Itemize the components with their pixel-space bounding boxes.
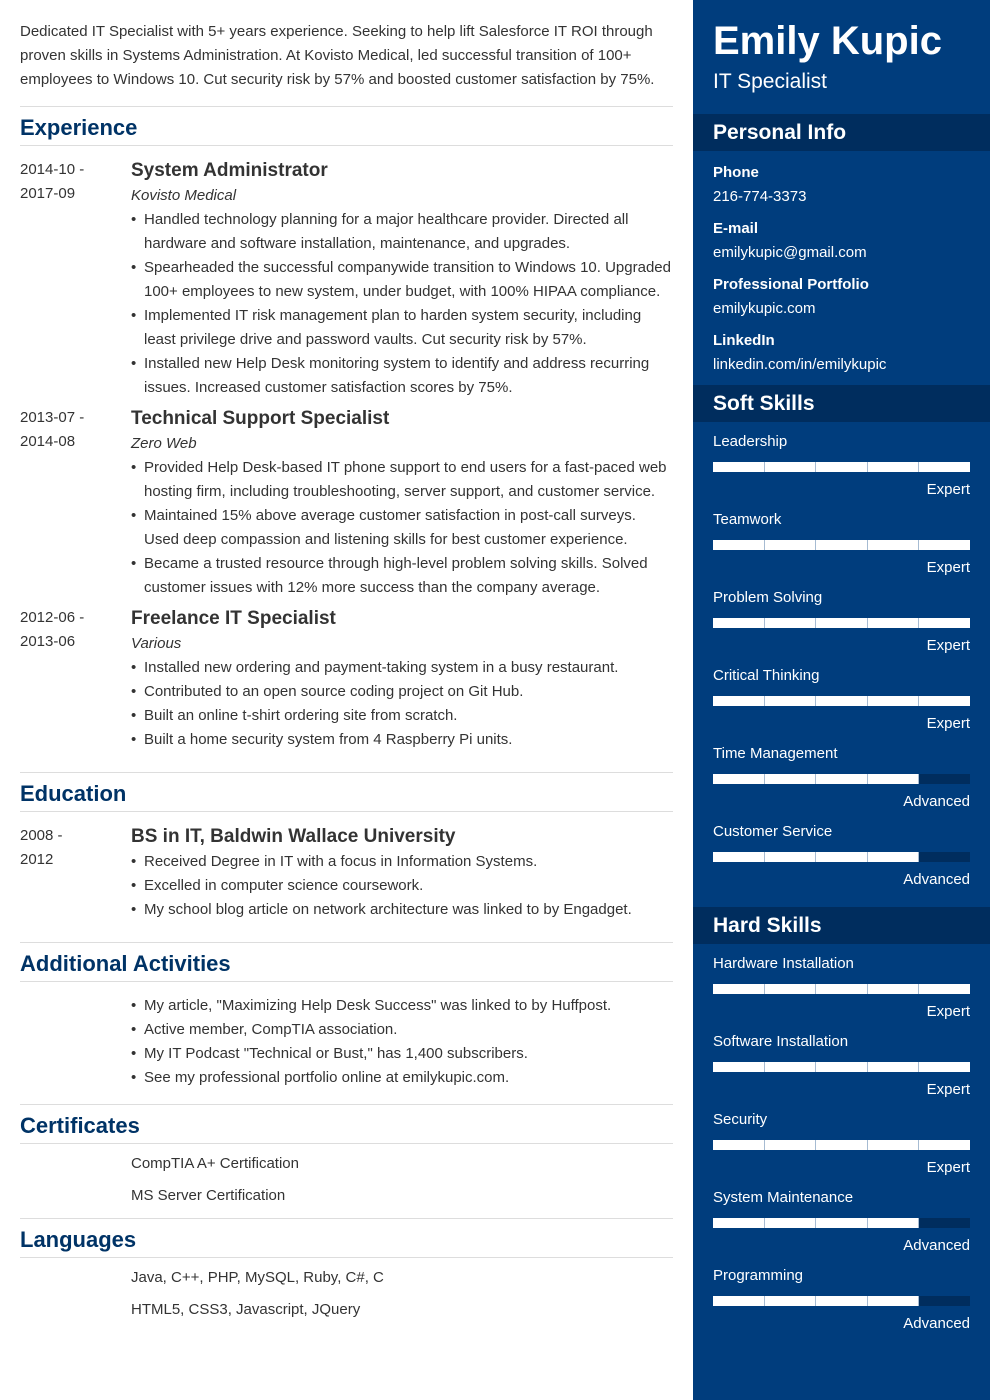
bullet: • Contributed to an open source coding project on Git Hub. [131,680,673,704]
job-dates [20,606,131,752]
skill-bar-segment [868,462,920,472]
skill-bar-segment [868,540,920,550]
skill-name: Software Installation [713,1033,849,1050]
candidate-role: IT Specialist [713,70,827,93]
skill-item [693,1022,990,1100]
skill-name: Leadership [713,433,788,450]
skill-bar-segment [765,540,817,550]
bullet: • Built an online t-shirt ordering site from scratch. [131,704,673,728]
skill-item [693,944,990,1022]
company: Various [131,635,182,652]
skill-bar-segment [919,1062,970,1072]
skill-level: Advanced [903,793,970,810]
skill-item [693,500,990,578]
language-item: Java, C++, PHP, MySQL, Ruby, C#, C [131,1269,384,1286]
skill-bar-segment [919,984,970,994]
bullet: • Installed new ordering and payment-taking system in a busy restaurant. [131,656,673,680]
skill-bar-segment [816,774,868,784]
skill-level: Expert [926,1081,970,1098]
date-start: 2014-10 - [20,161,85,178]
skill-level: Expert [926,637,970,654]
experience-section [20,109,673,773]
education-dates [20,824,131,922]
job-title: System Administrator [131,160,328,181]
personal-info [693,151,990,377]
language-item: HTML5, CSS3, Javascript, JQuery [131,1301,361,1318]
certificate-item: MS Server Certification [131,1187,286,1204]
languages-list [131,1262,673,1326]
skill-item [693,656,990,734]
job-entry [20,606,673,752]
soft-skills-list [693,422,990,890]
skill-name: Customer Service [713,823,833,840]
skill-name: System Maintenance [713,1189,854,1206]
skill-level: Advanced [903,871,970,888]
date-start: 2012-06 - [20,609,85,626]
skill-bar-segment [919,1218,970,1228]
skill-bar-segment [919,852,970,862]
skill-bar-segment [713,1140,765,1150]
skill-bar-segment [816,984,868,994]
skill-bar [713,1296,970,1306]
skill-name: Programming [713,1267,804,1284]
hard-skills-list [693,944,990,1334]
skill-bar-segment [713,852,765,862]
skill-bar-segment [816,462,868,472]
portfolio-value[interactable]: emilykupic.com [713,300,816,317]
bullet: • Spearheaded the successful companywide transition to Windows 10. Upgraded 100+ employees to new system, under budget, with 100% HIPAA compliance. [131,256,673,304]
bullet: • Excelled in computer science coursework. [131,874,673,898]
skill-bar-segment [919,462,970,472]
skill-level: Advanced [903,1315,970,1332]
skill-bar-segment [868,774,920,784]
skill-level: Expert [926,715,970,732]
skill-bar-segment [713,462,765,472]
certificates-section [20,1107,673,1219]
date-end: 2012 [20,851,54,868]
hard-skills-heading: Hard Skills [693,907,990,944]
skill-bar-segment [868,1062,920,1072]
skill-bar [713,774,970,784]
skill-bar-segment [868,618,920,628]
job-bullets [131,456,673,600]
sidebar [693,0,990,1400]
portfolio-label: Professional Portfolio [713,276,869,293]
skill-level: Expert [926,559,970,576]
skill-bar-segment [816,618,868,628]
skill-name: Security [713,1111,768,1128]
skill-name: Problem Solving [713,589,823,606]
degree: BS in IT, Baldwin Wallace University [131,826,456,847]
skill-name: Time Management [713,745,838,762]
skill-bar-segment [765,774,817,784]
languages-heading: Languages [20,1221,673,1258]
skill-level: Expert [926,1159,970,1176]
skill-bar-segment [713,696,765,706]
skill-bar-segment [713,774,765,784]
skill-bar [713,696,970,706]
skill-bar [713,1218,970,1228]
skill-bar-segment [713,1218,765,1228]
date-start: 2013-07 - [20,409,85,426]
skill-bar-segment [765,462,817,472]
skill-bar-segment [816,1218,868,1228]
skill-bar [713,462,970,472]
skill-bar-segment [919,540,970,550]
skill-bar-segment [765,618,817,628]
skill-name: Teamwork [713,511,782,528]
skill-bar-segment [816,696,868,706]
skill-name: Critical Thinking [713,667,820,684]
summary: Dedicated IT Specialist with 5+ years experience. Seeking to help lift Salesforce IT ROI through proven skills in Systems Administration. At Kovisto Medical, led successful transition of 100+ employees to Windows 10. Cut security risk by 57% and boosted customer satisfaction by 75%. [20,20,673,107]
certificate-item: CompTIA A+ Certification [131,1155,299,1172]
job-title: Technical Support Specialist [131,408,390,429]
bullet: • Maintained 15% above average customer satisfaction in post-call surveys. Used deep compassion and listening skills for best customer experience. [131,504,673,552]
activities-heading: Additional Activities [20,945,673,982]
skill-name: Hardware Installation [713,955,854,972]
job-dates [20,406,131,600]
skill-bar-segment [868,852,920,862]
phone-label: Phone [713,164,759,181]
skill-item [693,1256,990,1334]
activities-section [20,945,673,1105]
date-end: 2017-09 [20,185,76,202]
skill-bar-segment [868,984,920,994]
certificates-list [131,1148,673,1212]
skill-bar-segment [816,540,868,550]
skill-bar-segment [765,1062,817,1072]
skill-bar [713,540,970,550]
skill-bar-segment [713,1062,765,1072]
bullet: • Active member, CompTIA association. [131,1018,673,1042]
skill-bar-segment [868,696,920,706]
email-value[interactable]: emilykupic@gmail.com [713,244,867,261]
skill-bar [713,984,970,994]
skill-bar [713,1062,970,1072]
job-entry [20,158,673,400]
bullet: • Installed new Help Desk monitoring system to identify and address recurring issues. Increased customer satisfaction scores by 75%. [131,352,673,400]
soft-skills-heading: Soft Skills [693,385,990,422]
date-start: 2008 - [20,827,63,844]
skill-level: Advanced [903,1237,970,1254]
skill-bar [713,852,970,862]
bullet: • Became a trusted resource through high-level problem solving skills. Solved customer issues with 12% more success than the company average. [131,552,673,600]
education-bullets [131,850,673,922]
skill-level: Expert [926,1003,970,1020]
job-dates [20,158,131,400]
skill-bar-segment [765,984,817,994]
skill-item [693,812,990,890]
skill-bar-segment [919,1140,970,1150]
activities-bullets [131,994,673,1090]
skill-bar-segment [816,1140,868,1150]
job-bullets [131,208,673,400]
skill-item [693,422,990,500]
bullet: • My IT Podcast "Technical or Bust," has 1,400 subscribers. [131,1042,673,1066]
skill-item [693,578,990,656]
skill-bar-segment [919,774,970,784]
skill-bar-segment [919,696,970,706]
date-end: 2014-08 [20,433,76,450]
experience-heading: Experience [20,109,673,146]
skill-item [693,1100,990,1178]
email-label: E-mail [713,220,759,237]
skill-bar-segment [765,1296,817,1306]
skill-bar [713,1140,970,1150]
skill-bar-segment [713,1296,765,1306]
skill-item [693,1178,990,1256]
skill-bar [713,618,970,628]
linkedin-value[interactable]: linkedin.com/in/emilykupic [713,356,887,373]
bullet: • My school blog article on network architecture was linked to by Engadget. [131,898,673,922]
languages-section [20,1221,673,1340]
skill-bar-segment [765,696,817,706]
bullet: • See my professional portfolio online at emilykupic.com. [131,1066,673,1090]
linkedin-label: LinkedIn [713,332,775,349]
skill-bar-segment [816,1296,868,1306]
skill-bar-segment [765,1218,817,1228]
skill-bar-segment [713,984,765,994]
job-title: Freelance IT Specialist [131,608,336,629]
skill-bar-segment [816,1062,868,1072]
education-entry [20,824,673,922]
skill-bar-segment [816,852,868,862]
phone-value: 216-774-3373 [713,188,807,205]
certificates-heading: Certificates [20,1107,673,1144]
skill-bar-segment [868,1296,920,1306]
company: Kovisto Medical [131,187,237,204]
skill-level: Expert [926,481,970,498]
skill-bar-segment [765,852,817,862]
skill-bar-segment [713,618,765,628]
skill-bar-segment [919,618,970,628]
bullet: • Provided Help Desk-based IT phone support to end users for a fast-paced web hosting firm, including troubleshooting, server support, and customer service. [131,456,673,504]
education-section [20,775,673,943]
bullet: • Implemented IT risk management plan to harden system security, including least privilege drive and password vaults. Cut security risk by 57%. [131,304,673,352]
skill-bar-segment [713,540,765,550]
skill-item [693,734,990,812]
bullet: • Built a home security system from 4 Raspberry Pi units. [131,728,673,752]
bullet: • Received Degree in IT with a focus in Information Systems. [131,850,673,874]
skill-bar-segment [868,1218,920,1228]
skill-bar-segment [868,1140,920,1150]
main-column [20,20,673,1340]
date-end: 2013-06 [20,633,76,650]
education-heading: Education [20,775,673,812]
bullet: • Handled technology planning for a major healthcare provider. Directed all hardware and software installation, maintenance, and upgrades. [131,208,673,256]
skill-bar-segment [919,1296,970,1306]
candidate-name: Emily Kupic [713,19,942,63]
skill-bar-segment [765,1140,817,1150]
bullet: • My article, "Maximizing Help Desk Success" was linked to by Huffpost. [131,994,673,1018]
job-bullets [131,656,673,752]
job-entry [20,406,673,600]
personal-info-heading: Personal Info [693,114,990,151]
company: Zero Web [131,435,197,452]
